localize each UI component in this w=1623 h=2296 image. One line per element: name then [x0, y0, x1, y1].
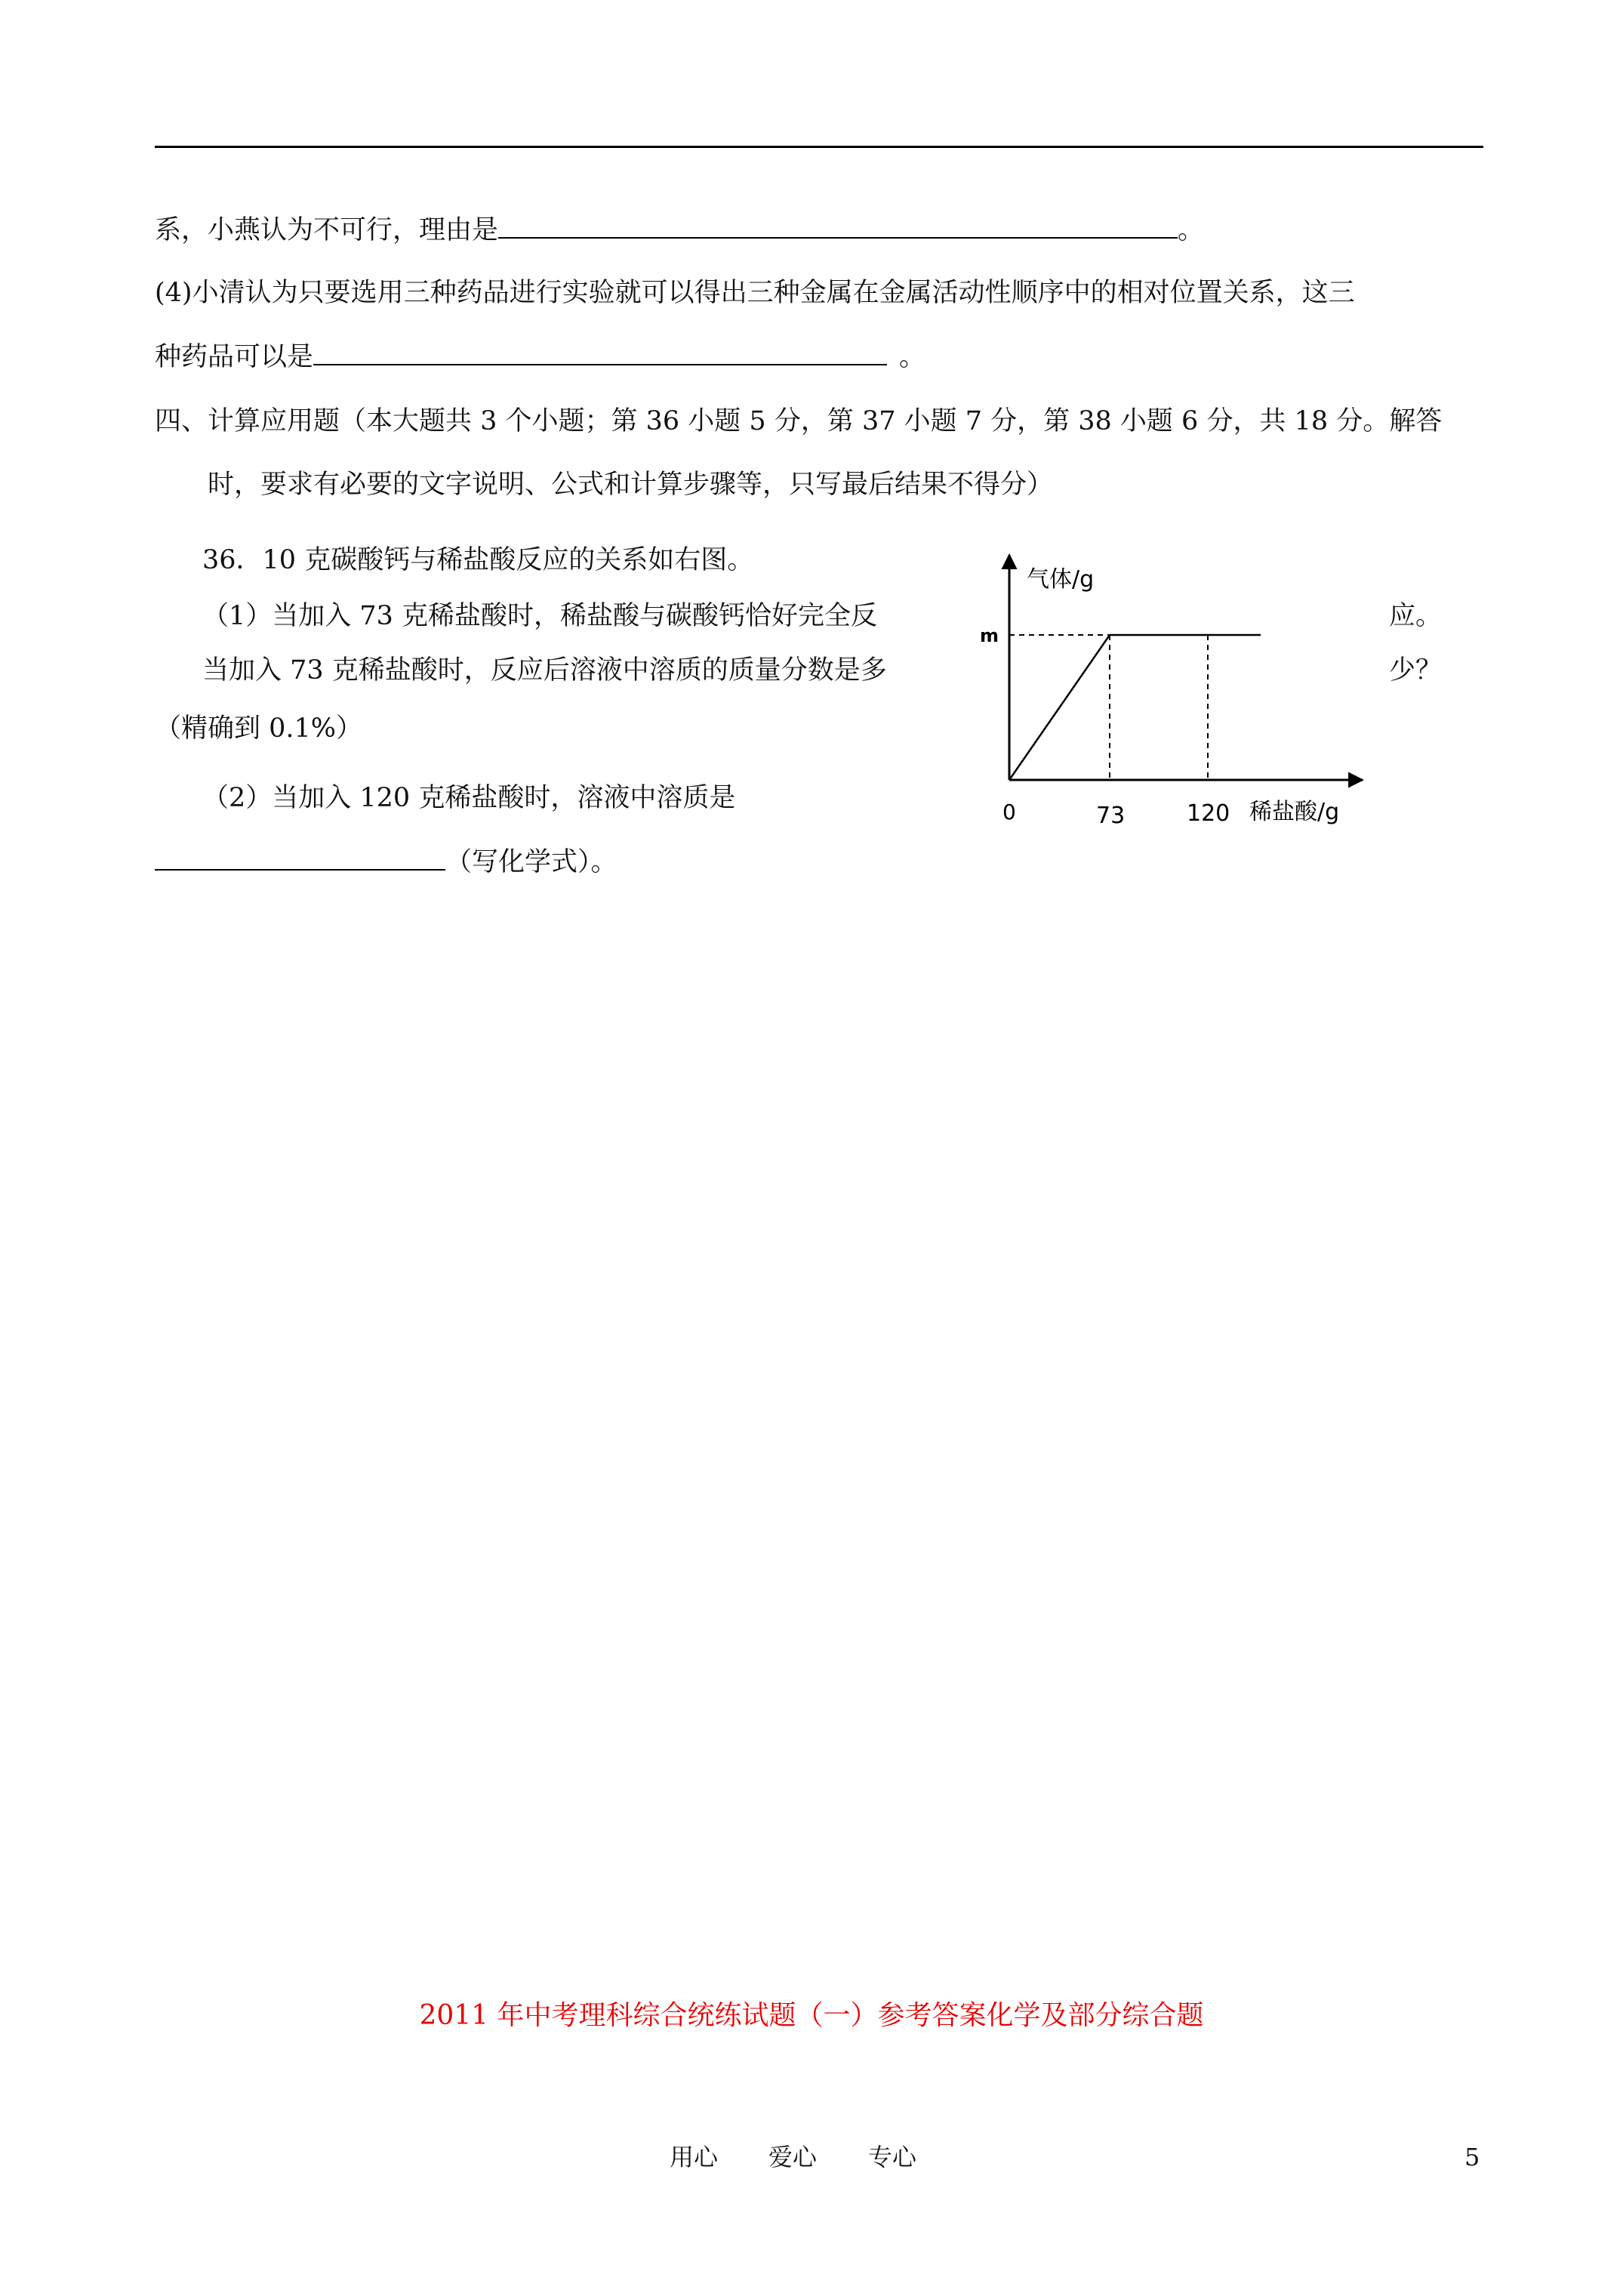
q4-line1: (4)小清认为只要选用三种药品进行实验就可以得出三种金属在金属活动性顺序中的相对位置关系，这三	[155, 278, 1355, 308]
x-tick-120: 120	[1187, 800, 1230, 827]
q3-text: 系，小燕认为不可行，理由是	[155, 215, 499, 245]
q36-part2: （2）当加入 120 克稀盐酸时，溶液中溶质是	[202, 783, 736, 813]
q36-p2-right: 少？	[1389, 655, 1443, 686]
q4-text: 种药品可以是	[155, 342, 314, 372]
q36-part2-end: （写化学式）。	[445, 847, 617, 877]
answer-title: 2011 年中考理科综合统练试题（一）参考答案化学及部分综合题	[419, 2000, 1204, 2031]
q36-part2-line	[155, 843, 617, 881]
answer-blank[interactable]	[498, 211, 1178, 239]
reaction-graph	[966, 540, 1389, 842]
answer-blank[interactable]	[313, 338, 887, 365]
footer-word: 用心	[670, 2143, 719, 2171]
q36-intro: 36．10 克碳酸钙与稀盐酸反应的关系如右图。	[202, 545, 754, 575]
y-axis-label: 气体/g	[1027, 566, 1095, 593]
q36-p1-right: 应。	[1389, 601, 1443, 631]
q3-line	[155, 211, 1204, 249]
x-axis-label: 稀盐酸/g	[1249, 799, 1340, 825]
footer-word: 专心	[868, 2143, 917, 2171]
q3-end: 。	[1178, 215, 1205, 245]
q36-p2-left: 当加入 73 克稀盐酸时，反应后溶液中溶质的质量分数是多	[202, 655, 887, 686]
section4-line1: 四、计算应用题（本大题共 3 个小题；第 36 小题 5 分，第 37 小题 7 分，第 38 小题 6 分，共 18 分。解答	[155, 406, 1443, 436]
answer-blank[interactable]	[155, 843, 445, 871]
y-tick-m: m	[980, 625, 999, 646]
q36-p3: （精确到 0.1%）	[155, 713, 363, 744]
page-number: 5	[1464, 2143, 1480, 2171]
q36-p1-left: （1）当加入 73 克稀盐酸时，稀盐酸与碳酸钙恰好完全反	[202, 601, 878, 631]
section4-line2: 时，要求有必要的文字说明、公式和计算步骤等，只写最后结果不得分）	[208, 470, 1054, 500]
q4-end: 。	[899, 342, 926, 372]
x-tick-0: 0	[1002, 800, 1016, 824]
x-tick-73: 73	[1096, 803, 1126, 829]
footer-word: 爱心	[768, 2143, 818, 2171]
header-rule	[155, 146, 1483, 148]
q4-line2	[155, 338, 925, 376]
series-line	[1009, 635, 1261, 780]
